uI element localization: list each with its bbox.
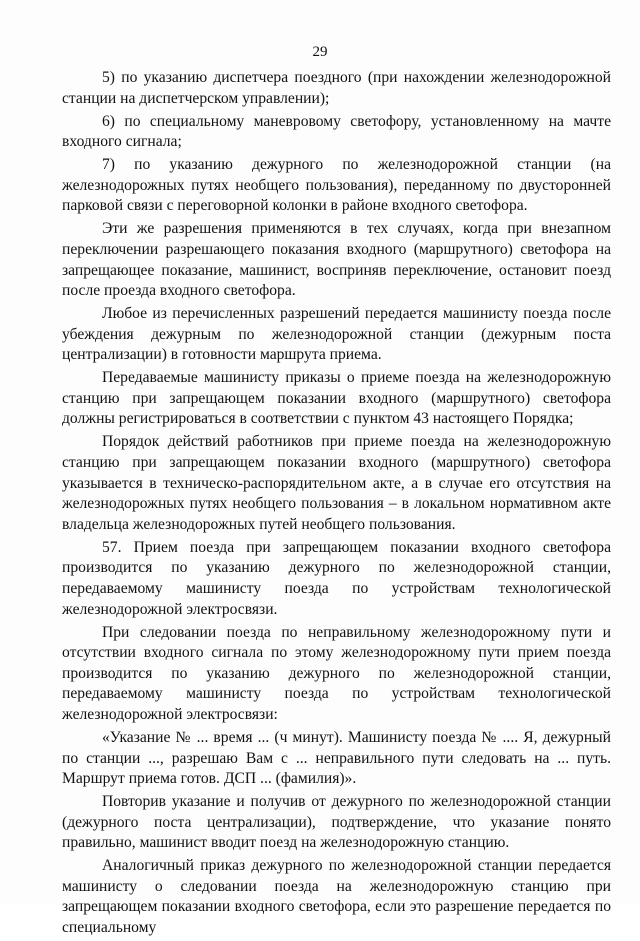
paragraph-orders-registration: Передаваемые машинисту приказы о приеме поезда на железнодорожную станцию при запрещающем показании входного (маршрутного) светофора должны регистрироваться в соответствии с пунктом 43 настоящего Порядка; [62,369,611,428]
paragraph-similar-order: Аналогичный приказ дежурного по железнодорожной станции передается машинисту о следовании поезда на железнодорожную станцию при запрещающем показании входного светофора, если это разрешение передается по специальному [62,857,611,937]
page-number: 29 [312,44,328,60]
document-body [62,68,611,941]
paragraph-instruction-template: «Указание № ... время ... (ч минут). Машинисту поезда № .... Я, дежурный по станции ..., разрешаю Вам с ... неправильного пути следовать на ... путь. Маршрут приема готов. ДСП ... (фамилия)». [62,728,611,788]
paragraph-clause-57: 57. Прием поезда при запрещающем показании входного светофора производится по указанию дежурного по железнодорожной станции, передаваемому машинисту поезда по устройствам технологической железнодорожной электросвязи. [62,538,611,618]
paragraph-wrong-track: При следовании поезда по неправильному железнодорожному пути и отсутствии входного сигнала по этому железнодорожному пути прием поезда производится по указанию дежурного по железнодорожной станции, передаваемому машинисту поезда по устройствам технологической железнодорожной электросвязи: [62,623,611,723]
paragraph-item-5: 5) по указанию диспетчера поездного (при нахождении железнодорожной станции на диспетчерском управлении); [62,69,611,107]
paragraph-item-7: 7) по указанию дежурного по железнодорожной станции (на железнодорожных путях необщего пользования), переданному по двусторонней парковой связи с переговорной колонки в районе входного светофора. [62,156,611,215]
paragraph-same-permissions: Эти же разрешения применяются в тех случаях, когда при внезапном переключении разрешающего показания входного (маршрутного) светофора на запрещающее показание, машинист, восприняв переключение, остановит поезд после проезда входного светофора. [62,220,611,300]
paragraph-item-6: 6) по специальному маневровому светофору, установленному на мачте входного сигнала; [62,112,611,151]
paragraph-any-permission: Любое из перечисленных разрешений передается машинисту поезда после убеждения дежурным по железнодорожной станции (дежурным поста централизации) в готовности маршрута приема. [62,305,611,364]
paragraph-procedure: Порядок действий работников при приеме поезда на железнодорожную станцию при запрещающем показании входного (маршрутного) светофора указывается в техническо-распорядительном акте, а в случае его отсутствия на железнодорожных путях необщего пользования – в локальном нормативном акте владельца железнодорожных путей необщего пользования. [62,433,611,533]
paragraph-repeat-instruction: Повторив указание и получив от дежурного по железнодорожной станции (дежурного поста централизации), подтверждение, что указание понято правильно, машинист вводит поезд на железнодорожную станцию. [62,793,611,852]
